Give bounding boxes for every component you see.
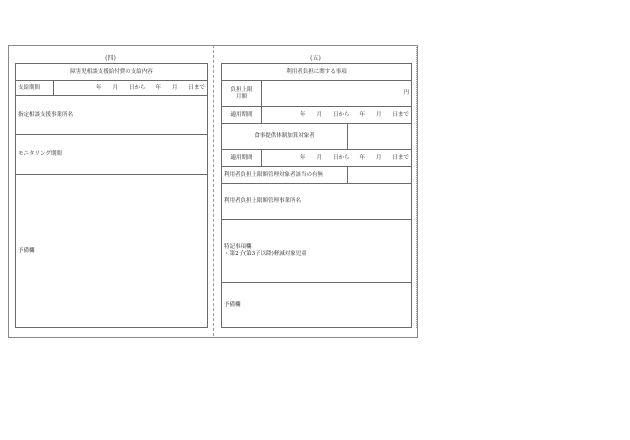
right-notes-cell [222,283,412,328]
apply-period-label-2: 適用期間 [222,150,262,167]
special-notes-item: ・第2子(第3子以降)軽減対象児童 [224,251,307,257]
left-section-label: (四) [105,55,116,62]
apply-period-value-2 [262,150,412,167]
apply-period-from-2: 年 月 日から [300,154,350,161]
meal-provision-label: 食事提供体制加算対象者 [222,124,348,150]
payment-period-to: 年 月 日まで [155,84,206,91]
left-notes-cell [16,175,208,328]
right-notes-label: 予備欄 [224,301,241,308]
apply-period-label: 適用期間 [222,107,262,124]
left-title: 障害児相談支援給付費の支給内容 [16,64,208,81]
apply-period-to: 年 月 日まで [359,111,410,118]
limit-mgmt-office-cell [222,184,412,220]
provider-name-label: 指定相談支援事業所名 [18,111,74,118]
apply-period-from: 年 月 日から [300,111,350,118]
limit-label-line2: 月額 [235,93,247,100]
right-title: 利用者負担に関する事項 [222,64,412,81]
meal-provision-value [348,124,412,150]
limit-mgmt-label: 利用者負担上限額管理対象者該当の有無 [222,167,348,184]
fold-line [213,45,214,336]
limit-amount-cell [262,81,412,107]
limit-label-line1: 負担上限 [230,86,253,93]
limit-mgmt-value [348,167,412,184]
left-form-table [15,63,208,328]
payment-period-label: 支給期間 [16,81,54,96]
special-notes-label: 特記事項欄 [224,244,252,251]
monitoring-cell [16,135,208,175]
limit-unit: 円 [403,90,410,97]
right-section-label: (五) [310,55,321,62]
monitoring-label: モニタリング期間 [18,151,62,158]
left-notes-label: 予備欄 [18,247,35,254]
special-notes-cell [222,220,412,283]
apply-period-value [262,107,412,124]
cut-line [416,45,417,328]
payment-period-value [54,81,208,96]
limit-mgmt-office-label: 利用者負担上限額管理事業所名 [224,198,302,205]
right-form-table [221,63,412,328]
limit-label-cell [222,81,262,107]
payment-period-from: 年 月 日から [95,84,146,91]
provider-name-cell [16,96,208,135]
apply-period-to-2: 年 月 日まで [359,154,410,161]
